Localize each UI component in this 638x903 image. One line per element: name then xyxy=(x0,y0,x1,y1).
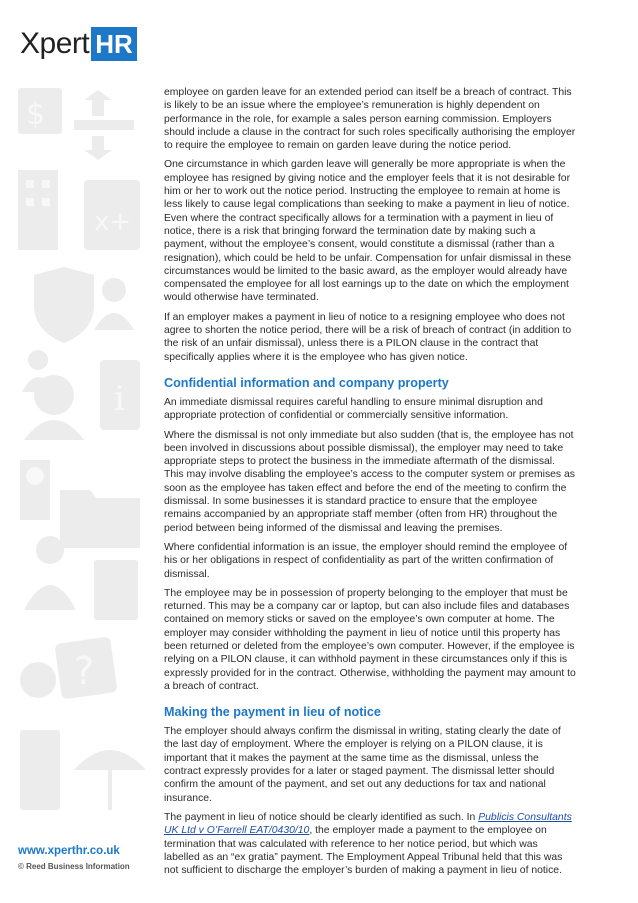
sidebar xyxy=(0,0,150,903)
folder-icon xyxy=(60,490,140,548)
decorative-icon-column xyxy=(14,80,146,830)
paragraph: One circumstance in which garden leave will generally be more appropriate is when the employee has resigned by giving notice and the employer feels that it is not desirable for him or her to work out the notice period. Instructing the employee to remain at home is less likely to cause legal complications than seeking to make a payment in lieu of notice. Even where the contract specifically allows for a termination with a payment in lieu of notice, there is a risk that bringing forward the termination date by making such a payment, without the employee’s consent, would constitute a dismissal (rather than a resignation), which could be held to be unfair. Compensation for unfair dismissal in these circumstances would be limited to the basic award, as the employer would already have compensated the employee for all lost earnings up to the date on which the employment would otherwise have terminated. xyxy=(164,159,572,304)
paragraph: employee on garden leave for an extended period can itself be a breach of contract. This is likely to be an issue where the employee’s remuneration is highly dependent on performance in the role, for example a sales person earning commission. Employers should include a clause in the contract for such roles specifically authorising the employer to require the employee to remain on garden leave during the notice period. xyxy=(164,87,576,152)
paragraph: If an employer makes a payment in lieu of notice to a resigning employee who does not agree to shorten the notice period, there will be a risk of breach of contract (in addition to the risk of an unfair dismissal), unless there is a PILON clause in the contract that specifically applies where it is the employee who has given notice. xyxy=(164,311,572,363)
dollar-calendar-icon xyxy=(18,88,62,134)
paragraph: Where confidential information is an issue, the employer should remind the employee of his or her obligations in respect of confidentiality as part of the written confirmation of dismissal. xyxy=(164,541,568,580)
svg-text:$: $ xyxy=(26,97,46,132)
calculator-icon xyxy=(84,180,140,250)
paragraph: An immediate dismissal requires careful handling to ensure minimal disruption and appropriate protection of confidential or commercially sensitive information. xyxy=(164,396,543,422)
logo-text-hr: HR xyxy=(91,27,137,61)
svg-text:x+: x+ xyxy=(94,207,132,237)
svg-text:i: i xyxy=(114,379,125,419)
article-body xyxy=(164,86,576,883)
text-span: The payment in lieu of notice should be clearly identified as such. In xyxy=(164,811,479,823)
gavel-icon xyxy=(94,560,138,620)
paragraph: The employee may be in possession of property belonging to the employer that must be returned. This may be a company car or laptop, but can also include files and databases contained on memory sticks or saved on the employee’s own computer at home. The employer may consider withholding the payment in lieu of notice until this property has been returned or deleted from the employee’s own computer. However, if the employee is relying on a PILON clause, it can withhold payment in these circumstances only if this is expressly provided for in the contract. Otherwise, withholding the payment may amount to a breach of contract. xyxy=(164,587,576,692)
clock-icon xyxy=(20,460,50,520)
logo-text-xpert: Xpert xyxy=(20,27,90,60)
section-heading-making-payment: Making the payment in lieu of notice xyxy=(164,705,381,720)
section-heading-confidential-information: Confidential information and company property xyxy=(164,375,449,390)
globe-icon xyxy=(20,662,56,698)
info-icon xyxy=(100,360,140,430)
building-icon xyxy=(18,170,58,250)
paragraph: Where the dismissal is not only immediate but also sudden (that is, the employee has not been involved in discussions about possible dismissal), the employer may need to take appropriate steps to protect the business in the immediate aftermath of the dismissal. This may involve disabling the employee’s access to the computer system or premises as soon as the employee has taken effect and before the end of the meeting to confirm the dismissal. In some businesses it is standard practice to ensure that the employee remains accompanied by an appropriate staff member (often from HR) throughout the period between being informed of the dismissal and leaving the premises. xyxy=(164,429,575,534)
footer-website-link[interactable]: www.xperthr.co.uk xyxy=(18,845,120,857)
shield-icon xyxy=(34,267,94,343)
svg-text:?: ? xyxy=(74,649,95,693)
case-citation-link[interactable]: Publicis Consultants UK Ltd v O’Farrell EAT/0430/10 xyxy=(164,811,572,837)
paragraph-with-case-link xyxy=(164,811,576,877)
question-icon xyxy=(54,636,117,699)
xperthr-logo[interactable] xyxy=(20,27,137,61)
text-span: , the employer made a payment to the employee on termination that was calculated with reference to her notice period, but which was labelled as an “ex gratia” payment. The Employment Appeal Tribunal held that this was not sufficient to discharge the employer’s burden of making a payment in lieu of notice. xyxy=(164,825,563,877)
arrows-icon xyxy=(74,90,134,160)
umbrella-icon xyxy=(20,730,146,810)
paragraph: The employer should always confirm the dismissal in writing, stating clearly the date of the last day of employment. Where the employer is relying on a PILON clause, it is important that it makes the payment at the same time as the dismissal, unless the contract expressly provides for a later or staged payment. The dismissal letter should confirm the amount of the payment, and set out any deductions for tax and national insurance. xyxy=(164,726,561,804)
footer-copyright: © Reed Business Information xyxy=(18,862,130,871)
